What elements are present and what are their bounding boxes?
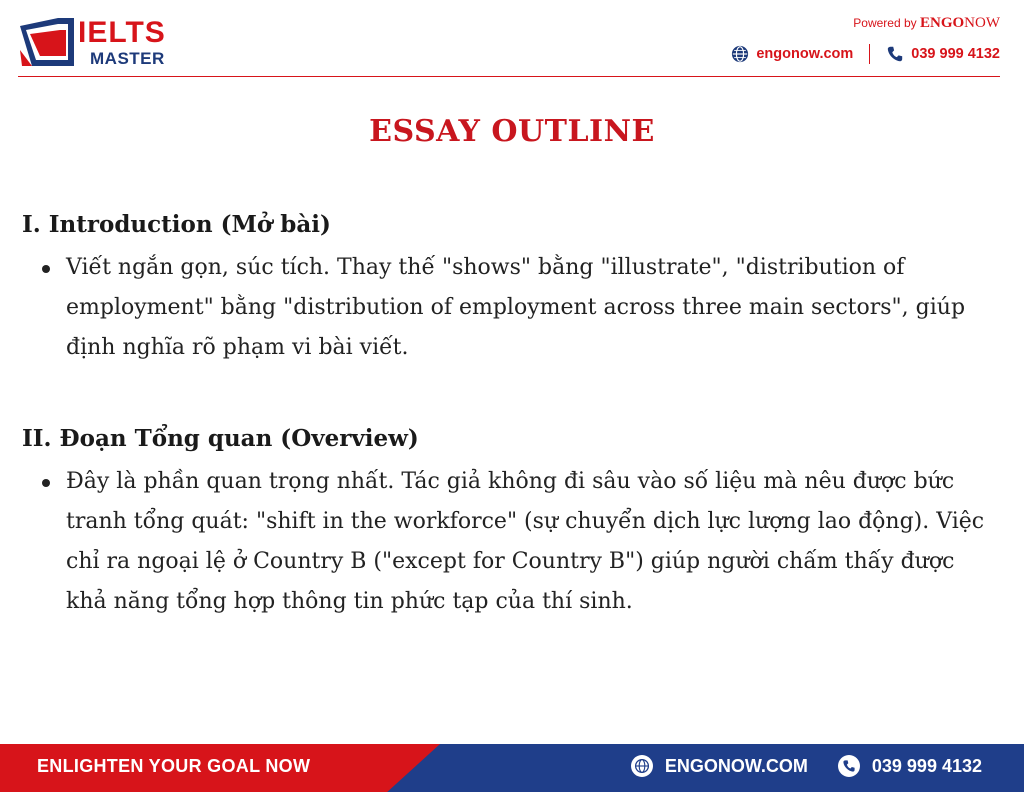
header-phone[interactable] [886, 45, 1000, 63]
list-item [42, 248, 1002, 368]
header-rule [18, 76, 1000, 77]
logo-master-text: MASTER [90, 49, 165, 68]
page-title: ESSAY OUTLINE [369, 114, 655, 149]
section-heading: II. Đoạn Tổng quan (Overview) [22, 425, 419, 452]
bullet-dot [42, 479, 50, 487]
footer-website-text: ENGONOW.COM [664, 755, 808, 776]
logo-mark-icon [18, 16, 76, 68]
ielts-master-logo[interactable] [18, 14, 188, 72]
footer [0, 744, 1024, 792]
globe-icon [631, 755, 653, 777]
bullet-text: Viết ngắn gọn, súc tích. Thay thế "shows" bằng "illustrate", "distribution of employment" bằng "distribution of employment across three main sectors", giúp định nghĩa rõ phạm vi bài viết. [66, 255, 966, 360]
phone-icon [838, 755, 860, 777]
footer-contact [631, 755, 982, 777]
section-introduction [22, 210, 1002, 368]
logo-ielts-text: IELTS [78, 16, 166, 49]
brand-part-a: ENGO [919, 15, 965, 31]
footer-phone-text: 039 999 4132 [871, 755, 982, 776]
header-contact [731, 44, 1000, 64]
list-item [42, 462, 1002, 622]
powered-by [853, 15, 1000, 32]
header-website-text: engonow.com [756, 46, 854, 62]
section-heading: I. Introduction (Mở bài) [22, 211, 331, 238]
bullet-dot [42, 265, 50, 273]
section-overview [22, 424, 1002, 622]
header-divider [869, 44, 870, 64]
header [0, 0, 1024, 80]
engonow-brand [920, 15, 1000, 31]
bullet-text: Đây là phần quan trọng nhất. Tác giả không đi sâu vào số liệu mà nêu được bức tranh tổng quát: "shift in the workforce" (sự chuyển dịch lực lượng lao động). Việc chỉ ra ngoại lệ ở Country B ("except for Country B") giúp người chấm thấy được khả năng tổng hợp thông tin phức tạp của thí sinh. [66, 469, 985, 614]
brand-part-b: NOW [964, 15, 1000, 31]
footer-website[interactable] [631, 755, 808, 777]
footer-phone[interactable] [838, 755, 982, 777]
globe-icon [731, 45, 749, 63]
header-phone-text: 039 999 4132 [911, 46, 1000, 62]
phone-icon [886, 45, 904, 63]
header-website[interactable] [731, 45, 853, 63]
powered-by-label: Powered by [853, 16, 917, 30]
footer-slogan: ENLIGHTEN YOUR GOAL NOW [37, 756, 311, 776]
